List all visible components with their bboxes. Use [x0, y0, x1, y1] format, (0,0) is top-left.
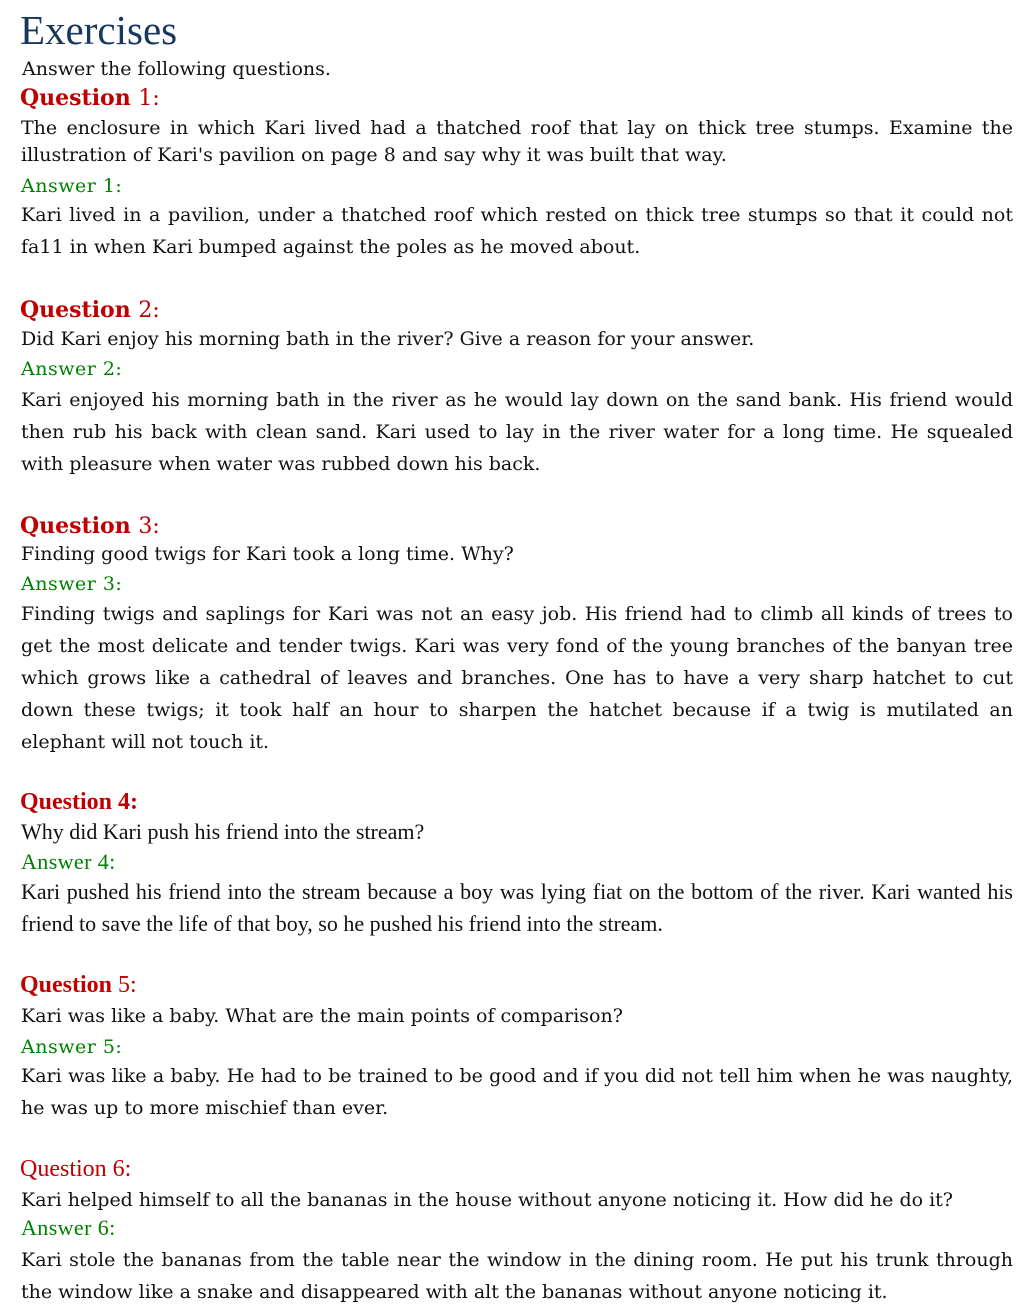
- answer-1-text: Kari lived in a pavilion, under a thatched roof which rested on thick tree stumps so that it could not fa11 in when Kari bumped against the poles as he moved about.: [21, 204, 1013, 258]
- question-1-label: Question 1:: [20, 85, 160, 111]
- answer-5-label: Answer 5:: [21, 1036, 123, 1058]
- question-1-text: The enclosure in which Kari lived had a thatched roof that lay on thick tree stumps. Examine the illustration of Kari's pavilion on page 8 and say why it was built that way.: [21, 117, 1013, 166]
- question-3-label: Question 3:: [20, 513, 160, 539]
- answer-4-text: Kari pushed his friend into the stream because a boy was lying fiat on the bottom of the river. Kari wanted his friend to save the life of that boy, so he pushed his friend into the stream.: [21, 879, 1013, 936]
- answer-4-label: Answer 4:: [21, 849, 116, 874]
- question-2-text: Did Kari enjoy his morning bath in the river? Give a reason for your answer.: [21, 328, 755, 350]
- answer-2-label: Answer 2:: [21, 358, 123, 380]
- question-3-text: Finding good twigs for Kari took a long time. Why?: [21, 543, 514, 565]
- question-2-label: Question 2:: [20, 297, 160, 323]
- question-5-label: Question 5:: [20, 972, 137, 998]
- answer-3-label: Answer 3:: [21, 573, 123, 595]
- instructions: Answer the following questions.: [22, 58, 331, 80]
- question-6-text: Kari helped himself to all the bananas in the house without anyone noticing it. How did he do it?: [21, 1189, 953, 1211]
- question-4-text: Why did Kari push his friend into the stream?: [21, 819, 425, 844]
- page-title: Exercises: [20, 7, 178, 53]
- question-6-label: Question 6:: [20, 1156, 132, 1182]
- answer-6-label: Answer 6:: [21, 1215, 116, 1240]
- answer-2-text: Kari enjoyed his morning bath in the river as he would lay down on the sand bank. His friend would then rub his back with clean sand. Kari used to lay in the river water for a long time. He squealed with pleasure when water was rubbed down his back.: [21, 389, 1013, 475]
- answer-3-text: Finding twigs and saplings for Kari was not an easy job. His friend had to climb all kinds of trees to get the most delicate and tender twigs. Kari was very fond of the young branches of the banyan tree which grows like a cathedral of leaves and branches. One has to have a very sharp hatchet to cut down these twigs; it took half an hour to sharpen the hatchet because if a twig is mutilated an elephant will not touch it.: [21, 603, 1013, 753]
- question-5-text: Kari was like a baby. What are the main points of comparison?: [21, 1005, 623, 1027]
- answer-1-label: Answer 1:: [21, 175, 123, 197]
- answer-6-text: Kari stole the bananas from the table near the window in the dining room. He put his trunk through the window like a snake and disappeared with alt the bananas without anyone noticing it.: [21, 1249, 1013, 1303]
- question-4-label: Question 4:: [20, 789, 139, 815]
- answer-5-text: Kari was like a baby. He had to be trained to be good and if you did not tell him when he was naughty, he was up to more mischief than ever.: [21, 1065, 1013, 1119]
